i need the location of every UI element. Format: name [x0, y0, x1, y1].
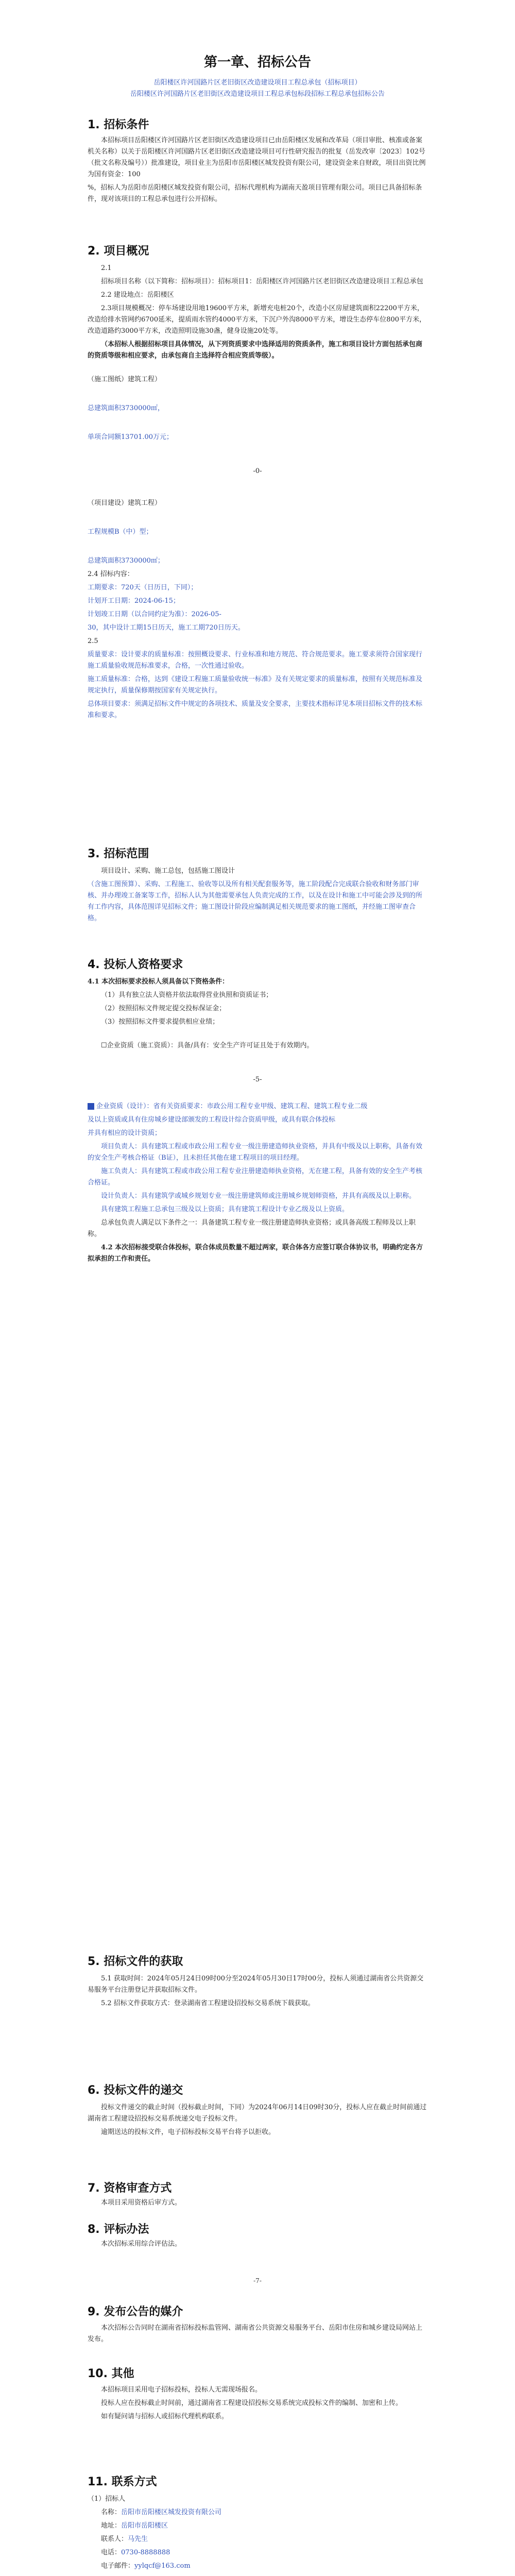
list-item: 总体项目要求：须满足招标文件中规定的各项技术、质量及安全要求，主要技术指标详见本项目招标文件的技术标准和要求。 [88, 700, 423, 719]
section-body [88, 866, 427, 926]
list-item: 总承包负责人满足以下条件之一：具备建筑工程专业一级注册建造师执业资格；或具备高级工程师及以上职称。 [88, 1219, 416, 1238]
section-title: 2. 项目概况 [88, 245, 149, 258]
paragraph: 项目设计、采购、施工总包，包括施工图设计 [101, 867, 235, 875]
section-body [88, 976, 427, 1267]
section-title: 10. 其他 [88, 2367, 134, 2380]
paragraph: 投标文件递交的截止时间（投标截止时间，下同）为2024年06月14日09时30分，投标人应在截止时间前通过湖南省工程建设招投标交易系统递交电子投标文件。 [88, 2104, 427, 2123]
section-body [88, 263, 427, 723]
list-item: 质量要求：设计要求的质量标准：按照概设要求、行业标准和地方规范、符合规范要求。施工要求须符合国家现行施工质量验收规范标准要求，合格，一次性通过验收。 [88, 651, 423, 670]
paragraph: 本招标项目采用电子招标投标，投标人无需现场报名。 [101, 2386, 262, 2394]
paragraph: 逾期送达的投标文件，电子招标投标交易平台将予以拒收。 [101, 2128, 276, 2136]
paragraph: 2.3项目规模概况：停车场建设用地19600平方米，新增充电桩20个，改造小区房屋建筑面积22200平方米，改造给排水管网约6700延米，提质雨水管约4000平方米，下沉户外沟8000平方米，增设生态停车位800平方米，改造道路约3000平方米，改造照明设施30盏，健身设施20处等。 [88, 304, 426, 335]
paragraph-emphasis: （本招标人根据招标项目具体情况，从下列资质要求中选择适用的资质条件，施工和项目设计方面包括承包商的资质等级和相应要求，由承包商自主选择符合相应资质等级）。 [88, 341, 423, 360]
contacts-block [88, 2494, 427, 2576]
intro-line: 岳阳楼区许河国路片区老旧街区改造建设项目工程总承包标段招标工程总承包招标公告 [130, 90, 385, 98]
paragraph: 本次招标公告同时在湖南省招标投标监管网、湖南省公共资源交易服务平台、岳阳市住房和城乡建设局网站上发布。 [88, 2324, 423, 2343]
list-item: 单项合同额13701.00万元； [88, 433, 174, 441]
page-number: -5- [253, 1076, 262, 1083]
list-item: 及以上资质或具有住房城乡建设部颁发的工程设计综合资质甲级，或具有联合体投标 [88, 1116, 336, 1124]
section-body [88, 2197, 427, 2211]
list-item: 施工负责人：具有建筑工程或市政公用工程专业注册建造师执业资格，无在建工程，具备有效的安全生产考核合格证。 [88, 1167, 423, 1187]
paragraph: 2.2 建设地点：岳阳楼区 [101, 291, 174, 299]
section-body [88, 2384, 427, 2425]
list-item: 工程规模B（中）型； [88, 528, 153, 536]
paragraph: 投标人应在投标截止时间前，通过湖南省工程建设招投标交易系统完成投标文件的编制、加密和上传。 [101, 2399, 403, 2407]
list-item: 企业资质（设计）：省有关资质要求：市政公用工程专业甲级、建筑工程、建筑工程专业二级 [88, 1101, 427, 1112]
list-item: 工期要求：720天（日历日，下同）； [88, 584, 198, 591]
list-item: 30，其中设计工期15日历天，施工工期720日历天。 [88, 624, 245, 632]
contact-line: 名称：岳阳市岳阳楼区城发投资有限公司 [101, 2509, 222, 2516]
section-title: 7. 资格审查方式 [88, 2182, 172, 2195]
page-number: -0- [253, 467, 262, 475]
intro-block [88, 77, 427, 100]
paragraph: 5.1 获取时间：2024年05月24日09时00分至2024年05月30日17时00分，投标人须通过湖南省公共资源交易服务平台注册登记并获取招标文件。 [88, 1975, 424, 1994]
section-title: 8. 评标办法 [88, 2223, 149, 2236]
paragraph: 2.1 [101, 264, 112, 272]
section-title: 11. 联系方式 [88, 2476, 157, 2488]
contact-line: 电话：0730-8888888 [101, 2549, 170, 2556]
paragraph: 本项目采用资格后审方式。 [101, 2199, 182, 2207]
page-number: -7- [253, 2277, 262, 2284]
intro-line: 岳阳楼区许河国路片区老旧街区改造建设项目工程总承包（招标项目） [153, 79, 362, 87]
list-item: 4.2 本次招标接受联合体投标，联合体成员数量不超过两家，联合体各方应签订联合体协议书，明确约定各方拟承担的工作和责任。 [88, 1244, 423, 1263]
list-item: 2.4 招标内容： [88, 570, 134, 578]
section-body [88, 2102, 427, 2140]
list-item: 计划开工日期：2024-06-15； [88, 597, 180, 605]
contact-line: 联系人：马先生 [101, 2535, 148, 2543]
section-title: 3. 招标范围 [88, 848, 149, 860]
list-item: 4.1 本次招标要求投标人须具备以下资格条件： [88, 978, 229, 986]
checkbox-icon[interactable] [88, 1103, 94, 1110]
list-item: 设计负责人：具有建筑学或城乡规划专业一级注册建筑师或注册城乡规划师资格，并具有高级及以上职称。 [101, 1192, 416, 1200]
list-item: （项目建设）建筑工程） [88, 499, 162, 507]
contact-line: 地址：岳阳市岳阳楼区 [101, 2522, 168, 2530]
contact-role: （1）招标人 [88, 2495, 126, 2503]
list-item: ☐企业资质（施工资质）：具备/具有：安全生产许可证且处于有效期内。 [101, 1042, 314, 1049]
list-item: （1）具有独立法人资格并依法取得营业执照和资质证书； [101, 991, 273, 999]
list-item: 并具有相应的设计资质； [88, 1129, 162, 1137]
section-title: 6. 投标文件的递交 [88, 2084, 183, 2097]
paragraph: （含施工图预算）、采购、工程施工、验收等以及所有相关配套服务等，施工阶段配合完成联合验收和财务部门审核、并办理竣工备案等工作，招标人认为其他需要承包人负责完成的工作，以及在设计和施工中可能会涉及到的所有工作内容，具体范围详见招标文件；施工图设计阶段应编制满足相关规范要求的施工图纸，并经施工图审查合格。 [88, 880, 423, 922]
document-title: 第一章、招标公告 [203, 55, 311, 70]
contact-line: 电子邮件：yylqcf@163.com [101, 2562, 191, 2570]
list-item: （2）按照招标文件规定提交投标保证金； [101, 1005, 226, 1012]
list-item: 总建筑面积3730000㎡； [88, 557, 164, 565]
list-item: 具有建筑工程施工总承包三级及以上资质；具有建筑工程设计专业乙级及以上资质。 [101, 1206, 349, 1213]
section-title: 9. 发布公告的媒介 [88, 2306, 183, 2318]
section-body [88, 135, 427, 207]
section-body [88, 2323, 427, 2347]
list-item: 2.5 [88, 637, 98, 645]
section-title: 4. 投标人资格要求 [88, 958, 183, 971]
list-item: 总建筑面积3730000㎡， [88, 404, 164, 412]
paragraph: 如有疑问请与招标人或招标代理机构联系。 [101, 2413, 229, 2420]
paragraph: %，招标人为岳阳市岳阳楼区城发投资有限公司，招标代理机构为湖南天盈项目管理有限公司。项目已具备招标条件，现对该项目的工程总承包进行公开招标。 [88, 184, 422, 203]
list-item: （施工图纸）建筑工程） [88, 376, 162, 383]
section-title: 1. 招标条件 [88, 118, 149, 131]
paragraph: 5.2 招标文件获取方式：登录湖南省工程建设招投标交易系统下载获取。 [101, 1999, 315, 2007]
list-item: 施工质量标准：合格，达到《建设工程施工质量验收统一标准》及有关规定要求的质量标准，按照有关规范标准及规定执行，质量保修期按国家有关规定执行。 [88, 675, 423, 694]
section-title: 5. 招标文件的获取 [88, 1955, 183, 1968]
list-item: 项目负责人：具有建筑工程或市政公用工程专业一级注册建造师执业资格，并具有中级及以上职称，具备有效的安全生产考核合格证（B证），且未担任其他在建工程项目的项目经理。 [88, 1143, 423, 1162]
section-body [88, 1973, 427, 2011]
paragraph: 招标项目名称（以下简称：招标项目）：招标项目1：岳阳楼区许河国路片区老旧街区改造建设项目工程总承包 [101, 278, 423, 285]
paragraph: 本招标项目岳阳楼区许河国路片区老旧街区改造建设项目已由岳阳楼区发展和改革局（项目审批、核准或备案机关名称）以关于岳阳楼区许河国路片区老旧街区改造建设项目可行性研究报告的批复（岳发改审〔2023〕102号（批文名称及编号））批准建设，项目业主为岳阳市岳阳楼区城发投资有限公司，建设资金来自财政，项目出资比例为国有资金：100 [88, 137, 426, 178]
list-item: 计划竣工日期（以合同约定为准）：2026-05- [88, 611, 221, 618]
list-item: （3）按照招标文件要求提供相应业绩； [101, 1018, 219, 1026]
section-body [88, 2239, 427, 2252]
paragraph: 本次招标采用综合评估法。 [101, 2240, 182, 2248]
